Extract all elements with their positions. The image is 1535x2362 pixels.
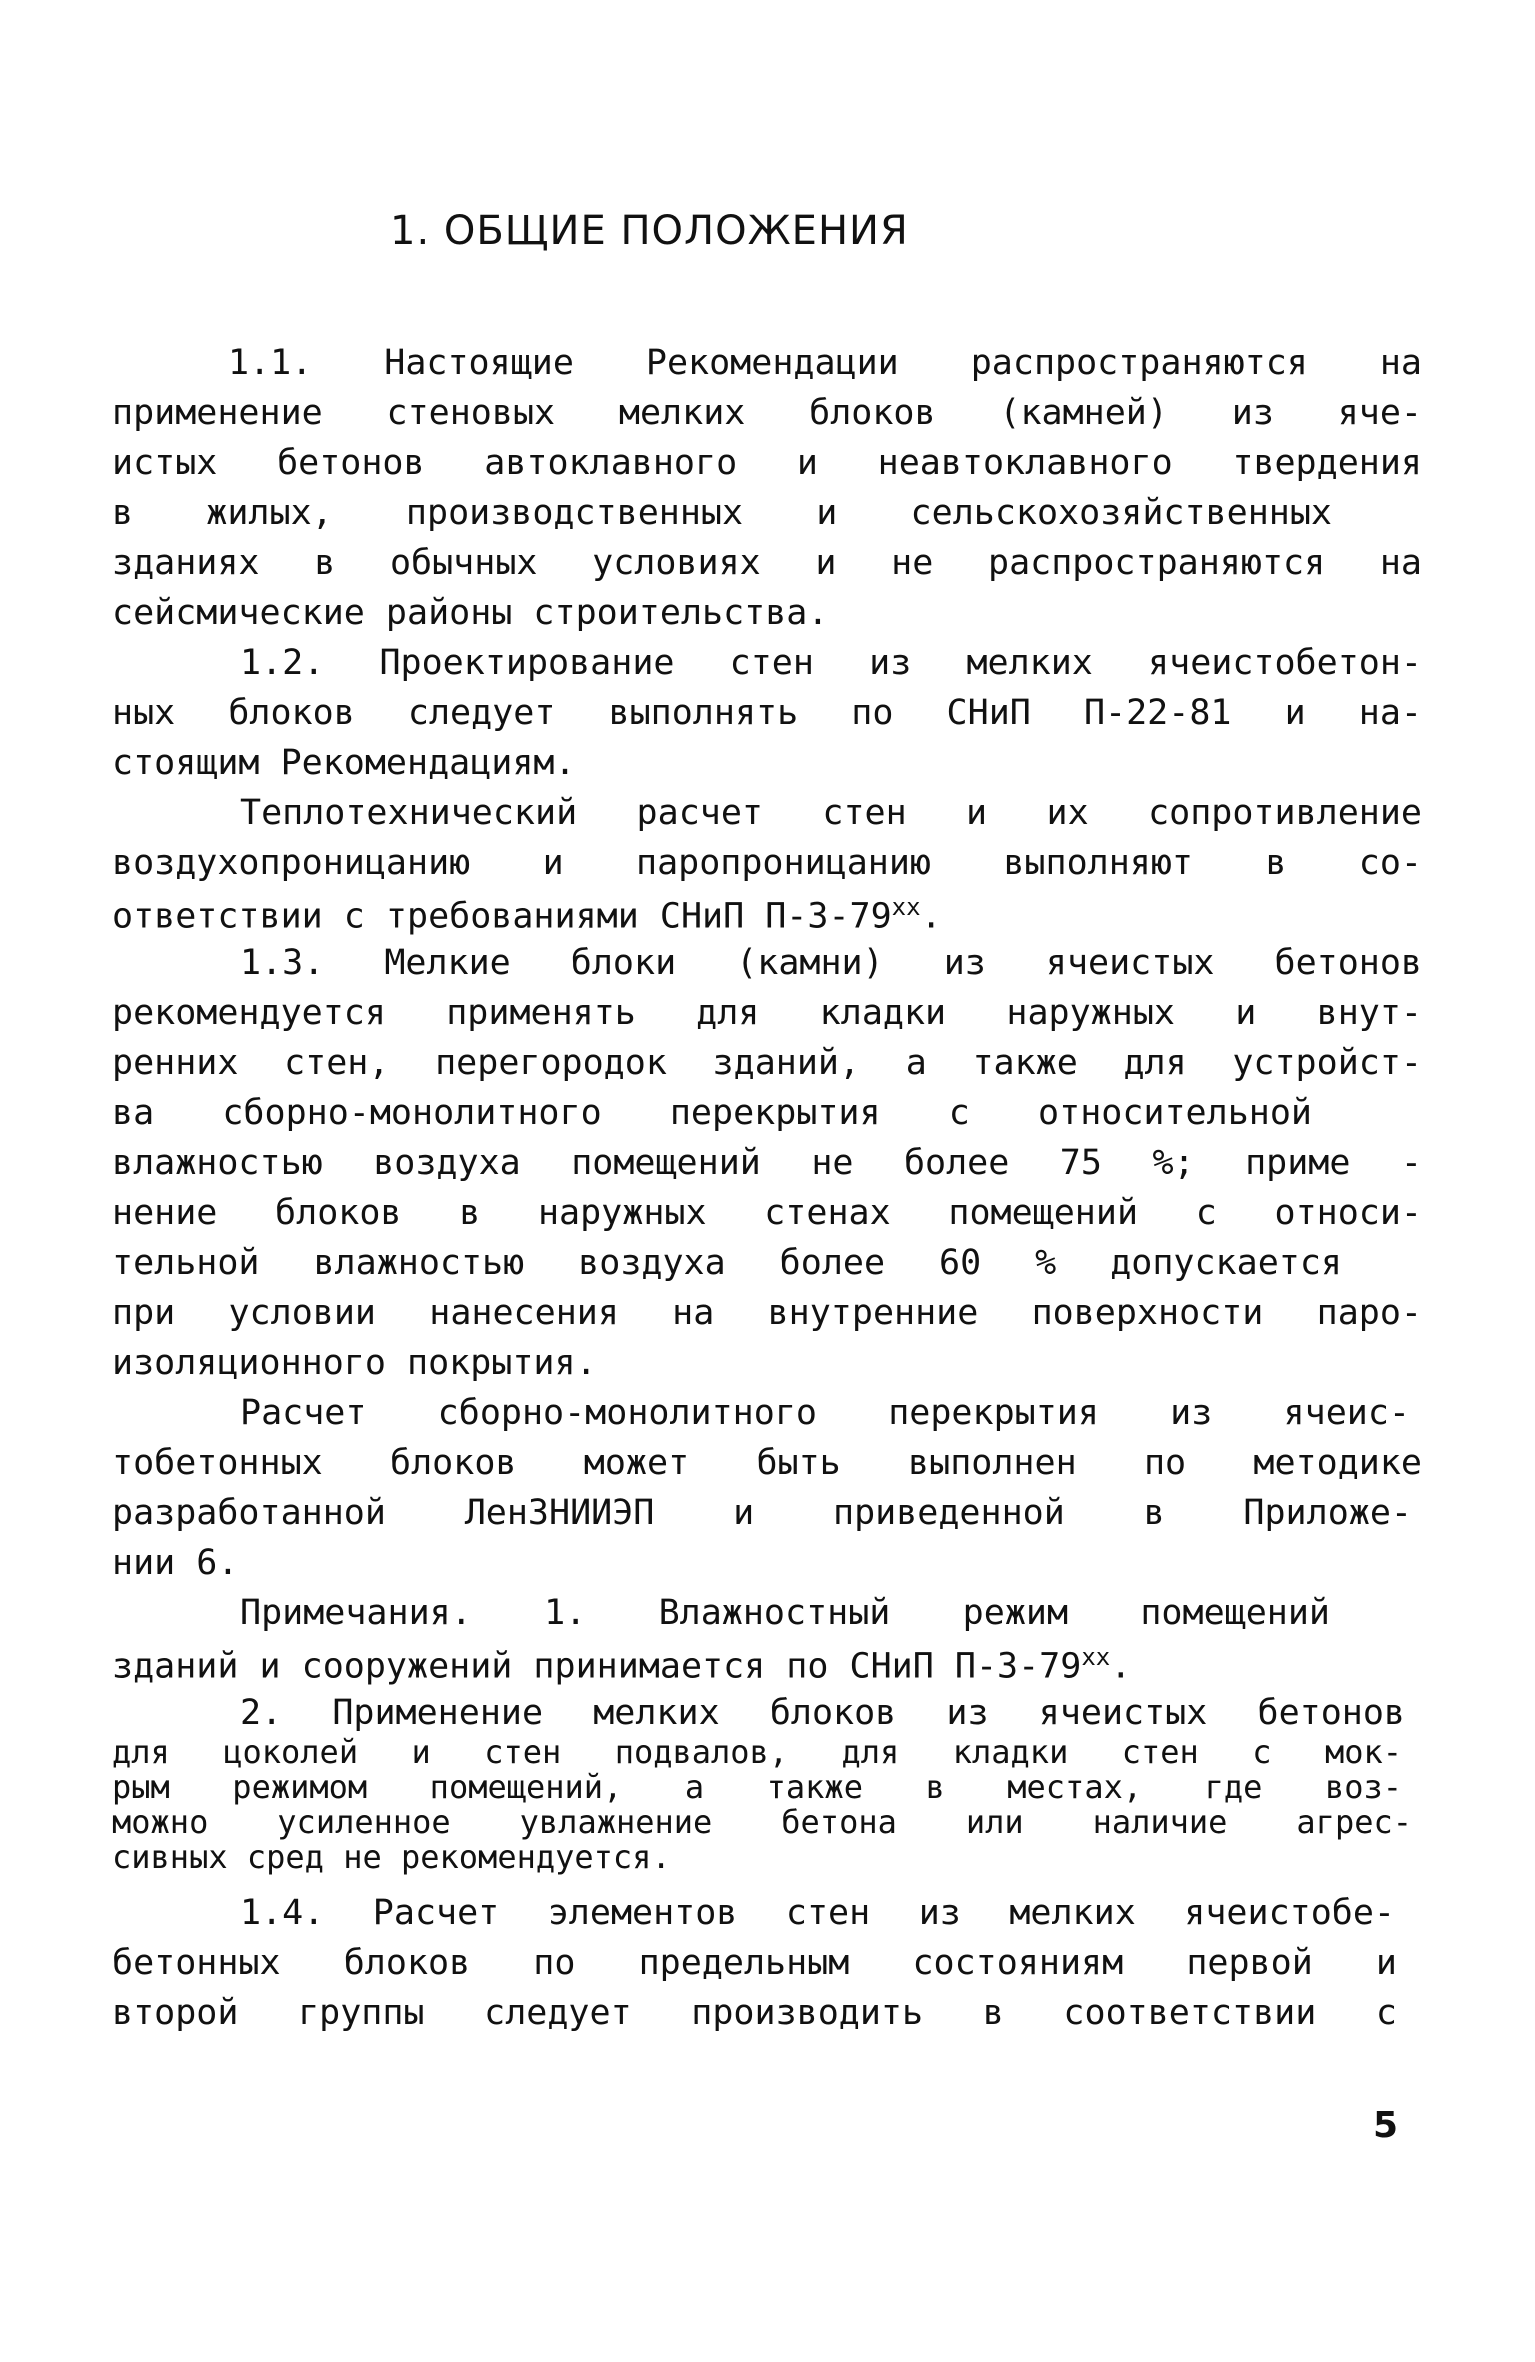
text-line: сейсмические районы строительства. [112, 593, 829, 633]
text-line: 1.4. Расчет элементов стен из мелких ячеистобе- [240, 1893, 1395, 1933]
text-line: нии 6. [112, 1543, 239, 1583]
text-line: Расчет сборно-монолитного перекрытия из ячеис- [240, 1393, 1410, 1433]
text-line: ных блоков следует выполнять по СНиП П-22-81 и на- [112, 693, 1422, 733]
text-line: ренних стен, перегородок зданий, а также для устройст- [112, 1043, 1422, 1083]
text-line-with-superscript [112, 1643, 1422, 1687]
text-line: разработанной ЛенЗНИИЭП и приведенной в Приложе- [112, 1493, 1412, 1533]
text-line: 1.3. Мелкие блоки (камни) из ячеистых бетонов [240, 943, 1422, 983]
text-line: ва сборно-монолитного перекрытия с относительной [112, 1093, 1312, 1133]
text-line: второй группы следует производить в соответствии с [112, 1993, 1397, 2033]
text-line: зданиях в обычных условиях и не распространяются на [112, 543, 1422, 583]
text-line: изоляционного покрытия. [112, 1343, 597, 1383]
text-line: рекомендуется применять для кладки наружных и внут- [112, 993, 1422, 1033]
text-line: при условии нанесения на внутренние поверхности паро- [112, 1293, 1422, 1333]
text-line: 2. Применение мелких блоков из ячеистых бетонов [240, 1693, 1405, 1733]
text-line: воздухопроницанию и паропроницанию выполняют в со- [112, 843, 1422, 883]
text-fragment: . [920, 896, 942, 937]
text-line: бетонных блоков по предельным состояниям первой и [112, 1943, 1397, 1983]
text-line: применение стеновых мелких блоков (камней) из яче- [112, 393, 1422, 433]
text-line: истых бетонов автоклавного и неавтоклавного твердения [112, 443, 1422, 483]
text-line: Теплотехнический расчет стен и их сопротивление [240, 793, 1422, 833]
text-line: 1.1. Настоящие Рекомендации распространяются на [228, 343, 1422, 383]
page-number: 5 [1373, 2105, 1399, 2146]
text-line: нение блоков в наружных стенах помещений с относи- [112, 1193, 1422, 1233]
text-fragment: зданий и сооружений принимается по СНиП П-3-79 [112, 1646, 1082, 1687]
text-line: сивных сред не рекомендуется. [112, 1838, 671, 1876]
text-line: для цоколей и стен подвалов, для кладки стен с мок- [112, 1733, 1402, 1771]
text-line-with-superscript [112, 893, 1422, 937]
text-line: Примечания. 1. Влажностный режим помещений [240, 1593, 1330, 1633]
text-line: рым режимом помещений, а также в местах, где воз- [112, 1768, 1402, 1806]
text-line: тельной влажностью воздуха более 60 % допускается [112, 1243, 1342, 1283]
superscript-mark: xx [891, 893, 921, 921]
text-fragment: ответствии с требованиями СНиП П-3-79 [112, 896, 892, 937]
text-line: тобетонных блоков может быть выполнен по методике [112, 1443, 1422, 1483]
text-fragment: . [1110, 1646, 1132, 1687]
section-heading: 1. ОБЩИЕ ПОЛОЖЕНИЯ [390, 208, 909, 254]
text-line: 1.2. Проектирование стен из мелких ячеистобетон- [240, 643, 1422, 683]
text-line: можно усиленное увлажнение бетона или наличие агрес- [112, 1803, 1412, 1841]
superscript-mark: xx [1081, 1643, 1111, 1671]
text-line: в жилых, производственных и сельскохозяйственных [112, 493, 1332, 533]
text-line: стоящим Рекомендациям. [112, 743, 576, 783]
text-line: влажностью воздуха помещений не более 75 %; приме - [112, 1143, 1422, 1183]
